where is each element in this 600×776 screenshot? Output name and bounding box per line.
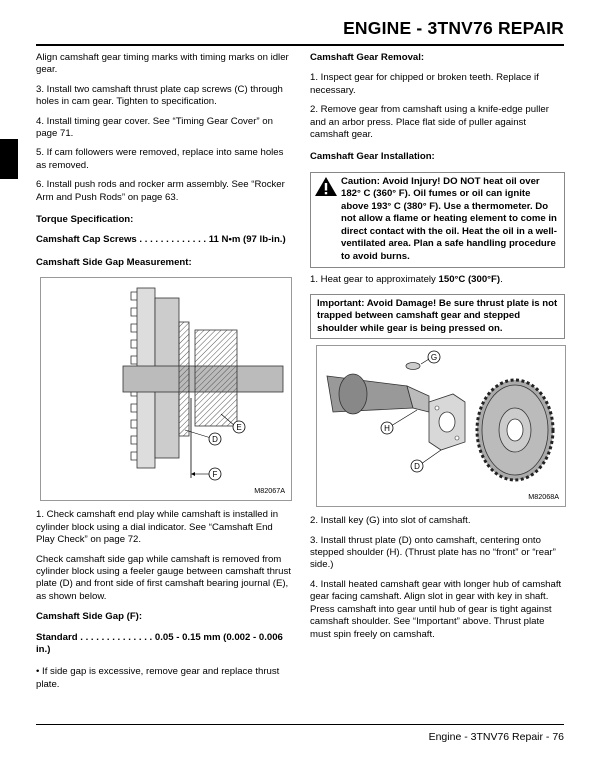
step-5: 5. If cam followers were removed, replace into same holes as removed. [36, 147, 284, 171]
caution-box [310, 172, 565, 269]
gear-installation-heading: Camshaft Gear Installation: [310, 151, 435, 163]
install-step-1 [310, 274, 565, 286]
figure-caption: M82067A [254, 485, 285, 495]
check-step-1: 1. Check camshaft end play while camshaft is installed in cylinder block using a dial indicator. See “Camshaft End Play Check” on page 72. [36, 509, 279, 546]
heat-step-text: 1. Heat gear to approximately [310, 274, 439, 286]
callout-d2-label: D [414, 462, 420, 472]
torque-heading: Torque Specification: [36, 214, 134, 226]
removal-step-1: 1. Inspect gear for chipped or broken teeth. Replace if necessary. [310, 72, 539, 96]
right-column [310, 52, 565, 648]
step-align-marks: Align camshaft gear timing marks with timing marks on idler gear. [36, 52, 289, 76]
callout-d-label: D [212, 435, 218, 445]
important-box: Important: Avoid Damage! Be sure thrust plate is not trapped between camshaft gear and stepped shoulder while gear is being pressed on. [310, 294, 565, 340]
side-gap-f-heading: Camshaft Side Gap (F): [36, 611, 143, 623]
header-rule [36, 44, 564, 46]
standard-spec: Standard . . . . . . . . . . . . . . 0.05 - 0.15 mm (0.002 - 0.006 in.) [36, 631, 283, 655]
figure-caption-2: M82068A [528, 491, 559, 501]
gear-install-illustration [317, 346, 565, 506]
step-3: 3. Install two camshaft thrust plate cap screws (C) through holes in cam gear. Tighten to specification. [36, 83, 283, 108]
callout-f-label: F [212, 470, 218, 480]
step-6: 6. Install push rods and rocker arm assembly. See “Rocker Arm and Push Rods” on page 63. [36, 179, 285, 203]
check-side-gap-text: Check camshaft side gap while camshaft is removed from cylinder block using a feeler gauge between camshaft thrust plate (D) and front side of first camshaft bearing journal (E), as shown below. [36, 553, 291, 602]
side-gap-illustration [41, 278, 291, 500]
install-step-4: 4. Install heated camshaft gear with longer hub of camshaft gear facing camshaft. Align slot in gear with key in shaft. Press camshaft into gear until hub of gear is tight against camshaft shoulder. See “Important” above. Thrust plate must spin freely on camshaft. [310, 578, 562, 640]
camshaft-gear [477, 380, 553, 480]
torque-spec: Camshaft Cap Screws . . . . . . . . . . . . . 11 N•m (97 lb-in.) [36, 234, 286, 246]
install-step-3: 3. Install thrust plate (D) onto camshaft, centering onto stepped shoulder (H). (Thrust plate has no “front” or “rear” side.) [310, 534, 556, 571]
key-g [406, 363, 420, 370]
step-4: 4. Install timing gear cover. See “Timing Gear Cover” on page 71. [36, 115, 273, 140]
figure-side-gap [40, 277, 292, 501]
page-footer: Engine - 3TNV76 Repair - 76 [428, 731, 564, 743]
install-step-2: 2. Install key (G) into slot of camshaft. [310, 515, 471, 527]
left-column [36, 52, 294, 698]
heat-step-period: . [500, 274, 503, 286]
thrust-plate [179, 322, 189, 436]
section-tab-marker [0, 139, 18, 179]
gear-removal-heading: Camshaft Gear Removal: [310, 52, 425, 63]
footer-rule [36, 724, 564, 725]
callout-h-label: H [384, 424, 390, 434]
callout-g-label: G [430, 353, 438, 363]
page-title: ENGINE - 3TNV76 REPAIR [343, 18, 564, 38]
removal-step-2: 2. Remove gear from camshaft using a knife-edge puller and an arbor press. Place flat side of puller against camshaft gear. [310, 104, 549, 141]
heat-temperature: 150°C (300°F) [438, 274, 501, 286]
sidegap-heading: Camshaft Side Gap Measurement: [36, 256, 192, 268]
bearing-journal [195, 330, 237, 426]
caution-text: Caution: Avoid Injury! DO NOT heat oil over 182° C (360° F). Oil fumes or oil can ignite above 193° C (380° F). Use a thermometer. Do not allow a flame or heating element to come in direct contact with the oil. Heat the oil in a well-ventilated area. Plan a safe handling procedure to avoid burns. [341, 175, 557, 262]
figure-gear-install [316, 345, 566, 507]
warning-triangle-icon [311, 173, 341, 268]
callout-e-label: E [236, 423, 242, 433]
side-gap-note: • If side gap is excessive, remove gear and replace thrust plate. [36, 666, 280, 690]
